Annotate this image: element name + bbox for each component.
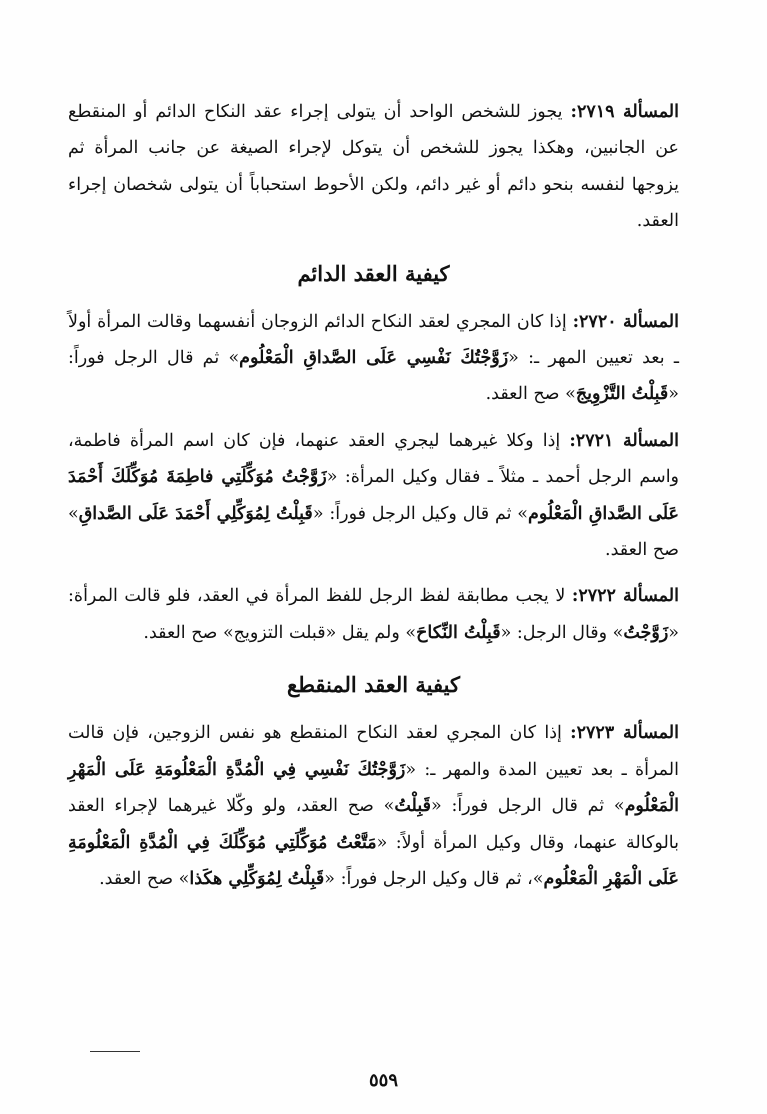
contract-formula: زَوَّجْتُ [623,622,669,643]
issue-text: إذا كان المجري لعقد النكاح المنقطع هو نفس الزوجين، فإن قالت المرأة ـ بعد تعيين المدة والمهر ـ: « [68,723,679,780]
section-heading-temporary: كيفية العقد المنقطع [287,672,460,698]
issue-text: » ثم قال الرجل فوراً: « [431,796,625,817]
contract-formula: قَبِلْتُ التَّزْوِيجَ [575,384,669,405]
issue-label: المسألة ٢٧١٩: [570,102,680,122]
page-number: ٥٥٩ [368,1070,398,1091]
contract-formula: قَبِلْتُ لِمُوَكِّلِي هكَذا [189,868,325,889]
contract-formula: زَوَّجْتُ مُوَكِّلَتِي فاطِمَةَ مُوَكِّلَكَ أَحْمَدَ عَلَى الصَّداقِ الْمَعْلُوم [68,467,680,524]
issue-text: » صح العقد. [485,384,576,405]
contract-formula: زَوَّجْتُكَ نَفْسِي فِي الْمُدَّةِ الْمَعْلُومَةِ عَلَى الْمَهْرِ الْمَعْلُوم [68,759,679,817]
issue-text: إذا وكلا غيرهما ليجري العقد عنهما، فإن كان اسم المرأة فاطمة، واسم الرجل أحمد ـ مثلاً ـ فقال وكيل المرأة: « [68,430,680,488]
section-heading-permanent: كيفية العقد الدائم [297,260,450,286]
issue-text: » صح العقد، ولو وكّلا غيرهما لإجراء العقد بالوكالة عنهما، وقال وكيل المرأة أولاً: « [68,796,679,853]
contract-formula: زَوَّجْتُكَ نَفْسِي عَلَى الصَّداقِ الْمَعْلُوم [239,348,509,369]
issue-text: » ثم قال الرجل فوراً: « [68,348,679,405]
paragraph-issue-2721 [68,423,679,569]
page-body [68,94,679,897]
issue-text: » ولم يقل «قبلت التزويج» صح العقد. [143,622,417,643]
paragraph-issue-2719 [68,94,679,240]
contract-formula: قَبِلْتُ النِّكاحَ [416,622,501,643]
paragraph-issue-2722 [68,578,679,651]
footnote-divider [90,1051,140,1052]
contract-formula: قَبِلْتُ [394,796,431,817]
issue-label: المسألة ٢٧٢٢: [571,586,679,607]
issue-label: المسألة ٢٧٢٣: [570,723,679,744]
paragraph-issue-2723 [68,715,679,897]
issue-text: »، ثم قال وكيل الرجل فوراً: « [324,868,544,889]
issue-label: المسألة ٢٧٢٠: [572,311,679,332]
issue-text: لا يجب مطابقة لفظ الرجل للفظ المرأة في العقد، فلو قالت المرأة: « [68,586,679,643]
issue-text: » صح العقد. [99,868,190,889]
issue-text: » صح العقد. [68,503,679,561]
issue-text: إذا كان المجري لعقد النكاح الدائم الزوجان أنفسهما وقالت المرأة أولاً ـ بعد تعيين المهر ـ: « [68,311,679,369]
contract-formula: قَبِلْتُ لِمُوَكِّلِي أَحْمَدَ عَلَى الصَّداقِ [78,503,313,524]
contract-formula: مَتَّعْتُ مُوَكِّلَتِي مُوَكِّلَكَ فِي الْمُدَّةِ الْمَعْلُومَةِ عَلَى الْمَهْرِ الْمَعْلُوم [68,832,679,889]
issue-text: » وقال الرجل: « [500,622,624,643]
issue-text: » ثم قال وكيل الرجل فوراً: « [312,503,529,524]
issue-text: يجوز للشخص الواحد أن يتولى إجراء عقد النكاح الدائم أو المنقطع عن الجانبين، وهكذا يجوز للشخص أن يتوكل لإجراء الصيغة عن جانب المرأة ثم يزوجها لنفسه بنحو دائم أو غير دائم، ولكن الأحوط استحباباً أن يتولى شخصان إجراء العقد. [68,102,679,232]
issue-label: المسألة ٢٧٢١: [569,430,679,451]
paragraph-issue-2720 [68,304,679,413]
